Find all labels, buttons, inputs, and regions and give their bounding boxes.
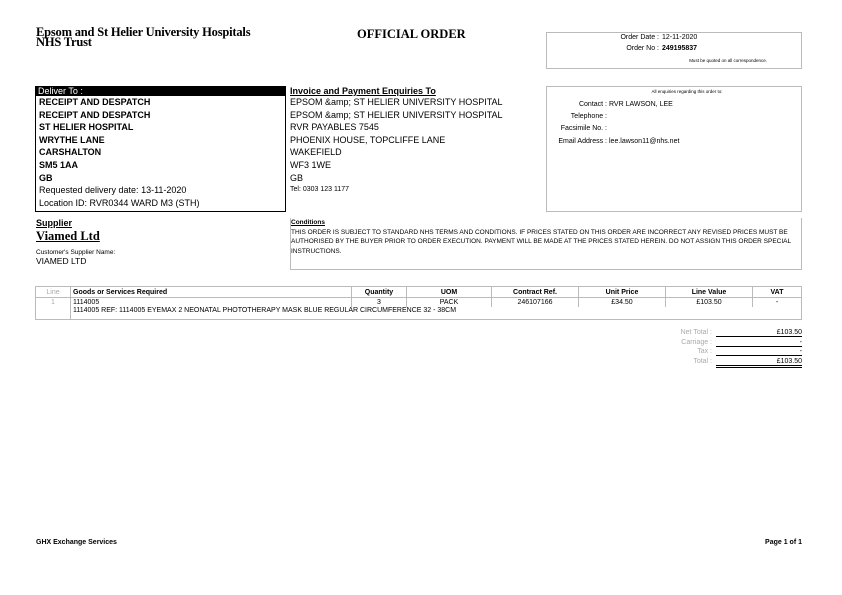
table-header-row xyxy=(36,287,802,298)
contact-label: Contact : xyxy=(578,101,607,108)
total-value: £103.50 xyxy=(716,358,802,368)
cell-line: 1 xyxy=(36,298,71,308)
email-value: lee.lawson11@nhs.net xyxy=(609,138,680,145)
deliver-line: RECEIPT AND DESPATCH xyxy=(39,109,151,120)
col-goods: Goods or Services Required xyxy=(71,287,352,298)
email-label: Email Address : xyxy=(558,138,607,145)
total-label: Total : xyxy=(693,357,712,365)
customer-supplier-label: Customer's Supplier Name: xyxy=(36,249,116,256)
deliver-country: GB xyxy=(39,172,53,183)
customer-supplier-value: VIAMED LTD xyxy=(36,256,87,266)
organisation-name xyxy=(36,27,296,47)
supplier-name: Viamed Ltd xyxy=(36,229,100,243)
deliver-to-box xyxy=(35,86,286,212)
conditions-box xyxy=(290,218,802,270)
supplier-block xyxy=(36,218,286,266)
cell-description: 1114005 REF: 1114005 EYEMAX 2 NEONATAL PHOTOTHERAPY MASK BLUE REGULAR CIRCUMFERENCE 32 - 38CM xyxy=(71,307,802,320)
contact-box xyxy=(546,86,802,212)
table-row xyxy=(36,298,802,308)
tax-value: - xyxy=(716,348,802,356)
col-quantity: Quantity xyxy=(352,287,407,298)
net-total-label: Net Total : xyxy=(680,329,712,336)
order-number-note: Must be quoted on all correspondence. xyxy=(689,58,767,63)
invoice-line: EPSOM &amp; ST HELIER UNIVERSITY HOSPITAL xyxy=(290,97,503,107)
order-date-value: 12-11-2020 xyxy=(662,34,698,41)
invoice-telephone: Tel: 0303 123 1177 xyxy=(290,186,350,194)
order-date-label: Order Date : xyxy=(620,34,659,41)
tax-label: Tax : xyxy=(697,348,712,355)
invoice-enquiries xyxy=(290,86,546,197)
col-vat: VAT xyxy=(753,287,802,298)
supplier-label: Supplier xyxy=(36,218,73,228)
location-id: Location ID: RVR0344 WARD M3 (STH) xyxy=(39,197,200,208)
contact-note: All enquiries regarding this order to: xyxy=(651,89,723,94)
cell-contract: 246107166 xyxy=(492,298,579,308)
col-contract: Contract Ref. xyxy=(492,287,579,298)
footer-provider: GHX Exchange Services xyxy=(36,539,117,546)
order-info-box xyxy=(546,32,802,69)
order-number-label: Order No : xyxy=(626,45,659,52)
conditions-text: THIS ORDER IS SUBJECT TO STANDARD NHS TERMS AND CONDITIONS. IF PRICES STATED ON THIS ORDER ARE INCORRECT ANY REVISED PRICES MUST BE AUTHORISED BY THE BUYER PRIOR TO ORDER EXECUTION. PAYMENT WILL BE MADE AT THE PRICES STATED HEREIN. DO NOT ASSIGN THIS ORDER SPECIAL INSTRUCTIONS. xyxy=(291,228,791,255)
cell-uom: PACK xyxy=(407,298,492,308)
facsimile-label: Facsimile No. : xyxy=(560,125,607,132)
table-row-description xyxy=(36,307,802,320)
cell-vat: - xyxy=(753,298,802,308)
cell-unit-price: £34.50 xyxy=(579,298,666,308)
cell-line-value: £103.50 xyxy=(666,298,753,308)
invoice-country: GB xyxy=(290,172,304,183)
organisation-name-line1: Epsom and St Helier University Hospitals xyxy=(36,25,251,39)
col-line-value: Line Value xyxy=(666,287,753,298)
invoice-line: WAKEFIELD xyxy=(290,147,342,158)
organisation-name-line2: NHS Trust xyxy=(36,35,92,49)
totals-block xyxy=(620,329,802,367)
deliver-line: CARSHALTON xyxy=(39,147,102,158)
net-total-value: £103.50 xyxy=(716,329,802,337)
invoice-line: RVR PAYABLES 7545 xyxy=(290,122,379,133)
document-title: OFFICIAL ORDER xyxy=(357,27,466,41)
conditions-heading: Conditions xyxy=(291,219,325,226)
contact-value: RVR LAWSON, LEE xyxy=(609,101,673,108)
invoice-heading: Invoice and Payment Enquiries To xyxy=(290,86,436,96)
invoice-line: PHOENIX HOUSE, TOPCLIFFE LANE xyxy=(290,134,446,145)
deliver-line: WRYTHE LANE xyxy=(39,134,105,145)
order-items-table xyxy=(35,286,802,320)
invoice-postcode: WF3 1WE xyxy=(290,159,332,170)
page-number: Page 1 of 1 xyxy=(765,539,802,546)
deliver-line: ST HELIER HOSPITAL xyxy=(39,122,134,133)
cell-goods: 1114005 xyxy=(71,298,352,308)
carriage-label: Carriage : xyxy=(681,338,712,346)
col-uom: UOM xyxy=(407,287,492,298)
col-line: Line xyxy=(36,287,71,298)
carriage-value: - xyxy=(716,339,802,347)
telephone-label: Telephone : xyxy=(570,113,607,120)
invoice-line: EPSOM &amp; ST HELIER UNIVERSITY HOSPITAL xyxy=(290,109,503,120)
cell-quantity: 3 xyxy=(352,298,407,308)
col-unit-price: Unit Price xyxy=(579,287,666,298)
order-number-value: 249195837 xyxy=(662,45,698,52)
deliver-line: RECEIPT AND DESPATCH xyxy=(39,97,151,107)
deliver-postcode: SM5 1AA xyxy=(39,159,79,170)
deliver-to-heading: Deliver To : xyxy=(36,87,285,96)
requested-delivery-date: Requested delivery date: 13-11-2020 xyxy=(39,185,187,196)
